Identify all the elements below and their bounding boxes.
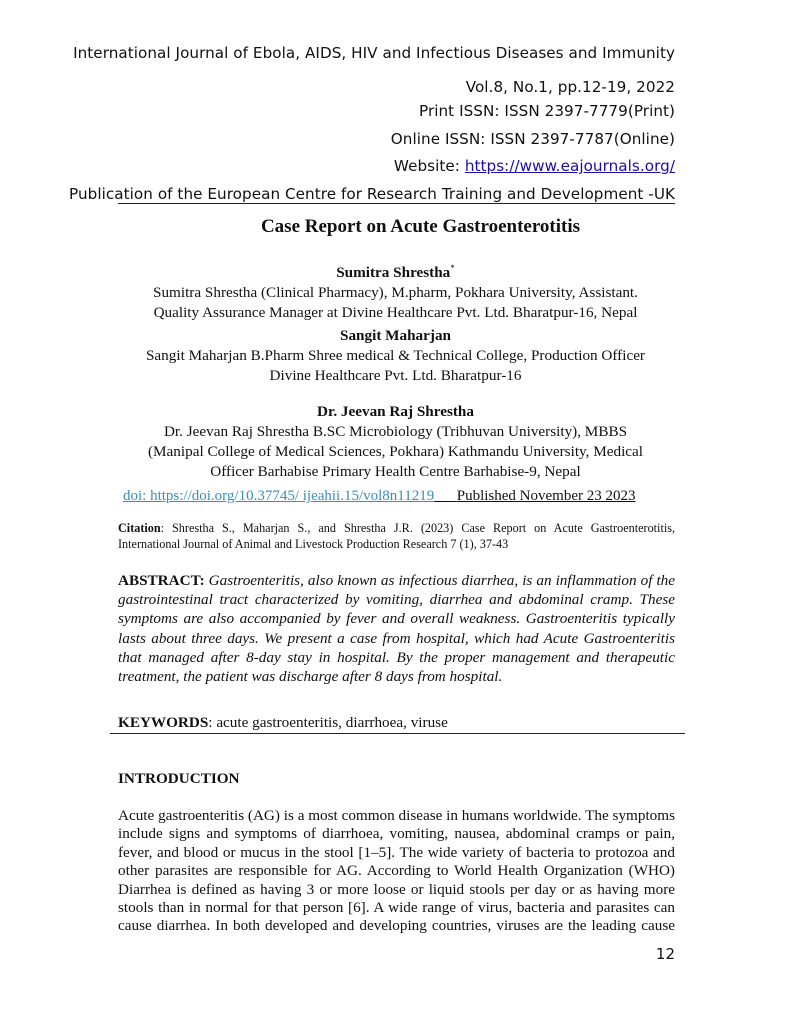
author-affiliation: Sumitra Shrestha (Clinical Pharmacy), M.pharm, Pokhara University, Assistant. (153, 284, 638, 302)
corresponding-marker: * (450, 263, 455, 273)
paper-title: Case Report on Acute Gastroenterotitis (260, 216, 581, 237)
author-name: Sangit Maharjan (340, 327, 451, 344)
abstract (118, 571, 675, 686)
page-number: 12 (655, 945, 675, 963)
journal-name: International Journal of Ebola, AIDS, HIV and Infectious Diseases and Immunity (73, 44, 675, 62)
volume-info: Vol.8, No.1, pp.12-19, 2022 (465, 78, 675, 96)
author-affiliation: Divine Healthcare Pvt. Ltd. Bharatpur-16 (269, 367, 522, 384)
author-block (118, 402, 673, 482)
author-affiliation: Officer Barhabise Primary Health Centre Barhabise-9, Nepal (210, 463, 581, 480)
keywords-label: KEYWORDS (118, 714, 209, 731)
website-line (394, 159, 675, 174)
published-date: Published November 23 2023 (456, 488, 636, 504)
author-affiliation: Quality Assurance Manager at Divine Healthcare Pvt. Ltd. Bharatpur-16, Nepal (153, 304, 638, 322)
website-link[interactable]: https://www.eajournals.org/ (464, 157, 675, 175)
author-name: Dr. Jeevan Raj Shrestha (317, 403, 474, 420)
citation-text: : Shrestha S., Maharjan S., and Shrestha J.R. (2023) Case Report on Acute Gastroenterotitis, International Journal of Animal and Livestock Production Research 7 (1), 37-43 (118, 521, 675, 551)
author-block (118, 258, 673, 323)
introduction-paragraph: Acute gastroenteritis (AG) is a most common disease in humans worldwide. The symptoms include signs and symptoms of diarrhoea, vomiting, nausea, abdominal cramps or pain, fever, and blood or mucus in the stool [1–5]. The wide variety of bacteria to protozoa and other parasites are responsible for AG. According to World Health Organization (WHO) Diarrhea is defined as having 3 or more loose or liquid stools per day or as having more stools than in normal for that person [6]. A wide range of virus, bacteria and parasites can cause diarrhea. In both developed and developing countries, viruses are the leading cause (118, 807, 675, 935)
section-heading-introduction: INTRODUCTION (118, 770, 240, 787)
author-affiliation: Dr. Jeevan Raj Shrestha B.SC Microbiology (Tribhuvan University), MBBS (163, 423, 628, 440)
online-issn: Online ISSN: ISSN 2397-7787(Online) (390, 130, 675, 148)
citation (118, 520, 675, 552)
keywords-text: : acute gastroenteritis, diarrhoea, viruse (208, 714, 448, 731)
author-block (118, 326, 673, 386)
publisher-line: Publication of the European Centre for Research Training and Development -UK (69, 185, 675, 203)
author-name: Sumitra Shrestha* (336, 263, 455, 282)
doi-link[interactable]: doi: https://doi.org/10.37745/ ijeahii.15/vol8n11219 (123, 488, 435, 504)
print-issn: Print ISSN: ISSN 2397-7779(Print) (419, 102, 675, 120)
doi-line (118, 488, 675, 505)
author-affiliation: (Manipal College of Medical Sciences, Pokhara) Kathmandu University, Medical (148, 443, 643, 460)
keywords-divider (110, 733, 685, 734)
abstract-text: Gastroenteritis, also known as infectious diarrhea, is an inflammation of the gastrointestinal tract characterized by vomiting, diarrhea and abdominal cramp. These symptoms are also accompanied by fever and overall weakness. Gastroenteritis typically lasts about three days. We present a case from hospital, which had Acute Gastroenteritis that managed after 8-day stay in hospital. By the proper management and therapeutic treatment, the patient was discharge after 8 days from hospital. (118, 572, 675, 686)
keywords (118, 714, 675, 732)
abstract-label: ABSTRACT: (118, 572, 205, 589)
citation-label: Citation (118, 521, 161, 535)
website-label: Website: (393, 157, 465, 175)
header-divider (118, 203, 675, 204)
author-affiliation: Sangit Maharjan B.Pharm Shree medical & Technical College, Production Officer (145, 347, 645, 364)
